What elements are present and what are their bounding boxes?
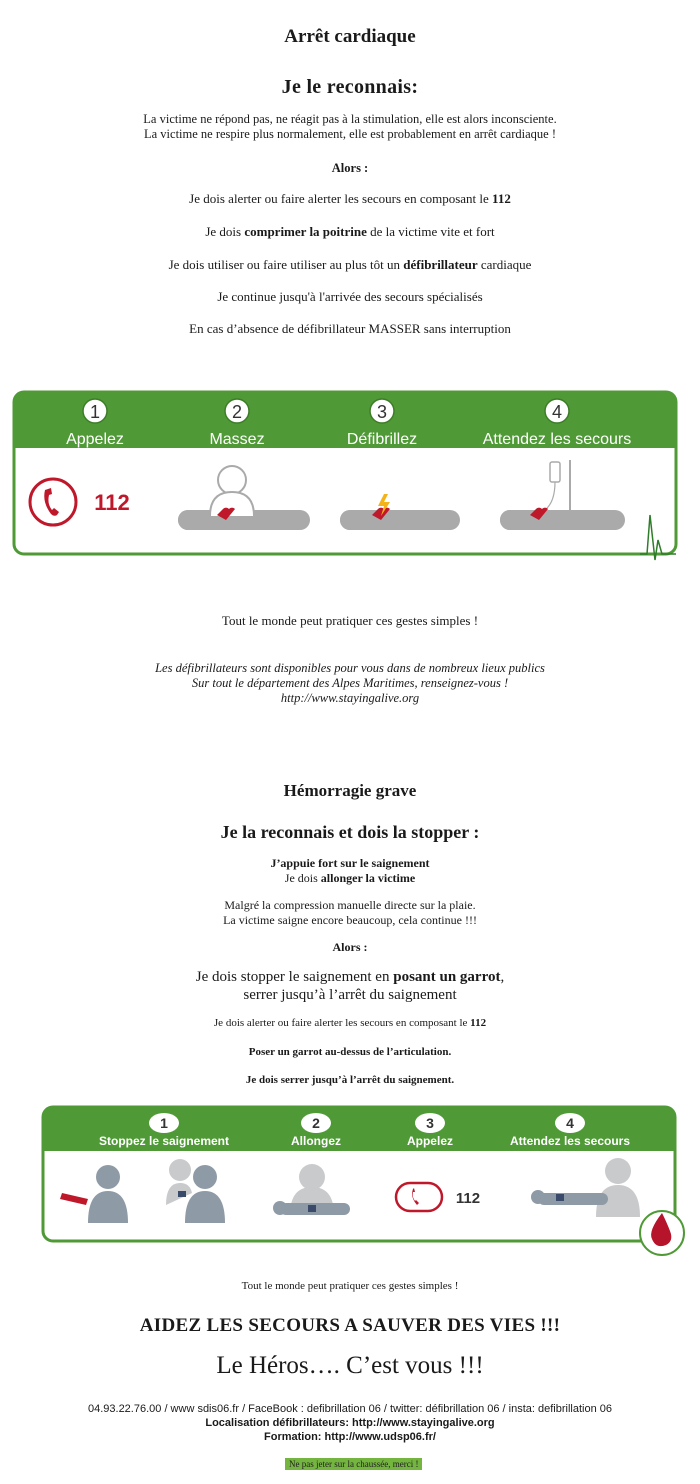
hemorrhage-big-bold: posant un garrot	[393, 969, 501, 985]
hemorrhage-line2-pre: Je dois	[284, 871, 321, 885]
hemorrhage-line1: J’appuie fort sur le saignement	[270, 856, 430, 870]
hemorrhage-line3: Malgré la compression manuelle directe sur la plaie.	[224, 898, 476, 912]
hemorrhage-alert-pre: Je dois alerter ou faire alerter les secours en composant le	[213, 1017, 471, 1029]
step-label: Allongez	[291, 1134, 341, 1148]
cardiac-step1-number: 112	[492, 191, 511, 206]
cardiac-step2	[0, 224, 700, 240]
hemorrhage-steps-panel	[40, 1105, 690, 1260]
footer-contacts: 04.93.22.76.00 / www sdis06.fr / FaceBook : defibrillation 06 / twitter: défibrillation 06 / insta: defibrillation 06	[87, 1403, 612, 1415]
hemorrhage-alert-number: 112	[470, 1017, 487, 1029]
cardiac-info	[0, 661, 700, 706]
cardiac-step1	[0, 191, 700, 207]
cardiac-intro	[0, 112, 700, 142]
hemorrhage-title: Hémorragie grave	[283, 781, 417, 800]
footer-hero: Le Héros…. C’est vous !!!	[216, 1352, 484, 1379]
hemorrhage-serrer: Je dois serrer jusqu’à l’arrêt du saignement.	[245, 1074, 455, 1086]
step-label: Appelez	[406, 1134, 454, 1148]
hemorrhage-everyone: Tout le monde peut pratiquer ces gestes simples !	[241, 1280, 459, 1292]
cardiac-step5: En cas d’absence de défibrillateur MASSER sans interruption	[189, 321, 511, 336]
step-number: 2	[312, 1115, 320, 1131]
hemorrhage-big	[0, 968, 700, 1004]
hemorrhage-big-line1	[0, 968, 700, 986]
cardiac-intro-line2: La victime ne respire plus normalement, elle est probablement en arrêt cardiaque !	[144, 127, 556, 141]
step-label: Attendez les secours	[509, 1134, 631, 1148]
cardiac-info-url: http://www.stayingalive.org	[280, 691, 420, 705]
hemorrhage-line2-bold: allonger la victime	[320, 871, 416, 885]
hemorrhage-big-line2: serrer jusqu’à l’arrêt du saignement	[243, 987, 457, 1003]
cardiac-step2-bold: comprimer la poitrine	[244, 224, 367, 239]
cardiac-info-line1: Les défibrillateurs sont disponibles pour vous dans de nombreux lieux publics	[155, 661, 545, 675]
cardiac-step3-post: cardiaque	[477, 257, 532, 272]
cardiac-info-line2: Sur tout le département des Alpes Maritimes, renseignez-vous !	[191, 676, 509, 690]
cardiac-step3	[0, 257, 700, 273]
cardiac-subtitle: Je le reconnais:	[281, 76, 419, 98]
hemorrhage-subtitle: Je la reconnais et dois la stopper :	[220, 822, 480, 842]
cardiac-title: Arrêt cardiaque	[284, 26, 416, 47]
cardiac-step1-text: Je dois alerter ou faire alerter les secours en composant le	[189, 191, 493, 206]
hemorrhage-recognize	[0, 856, 700, 886]
hemorrhage-line4: La victime saigne encore beaucoup, cela continue !!!	[223, 913, 477, 927]
blood-drop-icon	[640, 1211, 684, 1255]
cardiac-steps-panel	[10, 390, 680, 570]
step-number: 2	[231, 402, 243, 422]
step-label: Massez	[209, 431, 265, 448]
step-number: 3	[376, 402, 388, 422]
step-number: 1	[89, 402, 101, 422]
step-label: Défibrillez	[346, 431, 418, 448]
step-label: Attendez les secours	[482, 431, 632, 448]
footer-contacts-block	[0, 1402, 700, 1444]
footer-formation: Formation: http://www.udsp06.fr/	[264, 1431, 436, 1443]
hemorrhage-big-post: ,	[500, 969, 505, 985]
cardiac-intro-line1: La victime ne répond pas, ne réagit pas à la stimulation, elle est alors inconsciente.	[143, 112, 557, 126]
footer-localisation: Localisation défibrillateurs: http://www.stayingalive.org	[205, 1417, 495, 1429]
cardiac-step2-post: de la victime vite et fort	[366, 224, 495, 239]
hemorrhage-garrot: Poser un garrot au-dessus de l’articulation.	[248, 1046, 452, 1058]
cardiac-alors: Alors :	[331, 161, 369, 175]
step-label: Appelez	[66, 431, 124, 448]
hemorrhage-alors: Alors :	[332, 940, 368, 954]
step-number: 3	[426, 1115, 434, 1131]
cardiac-everyone: Tout le monde peut pratiquer ces gestes simples !	[221, 613, 479, 628]
step-label: Stoppez le saignement	[98, 1134, 230, 1148]
hemorrhage-compression	[0, 898, 700, 928]
footer-note: Ne pas jeter sur la chaussée, merci !	[285, 1458, 422, 1470]
step-number: 4	[551, 402, 563, 422]
cardiac-step2-pre: Je dois	[205, 224, 245, 239]
hemorrhage-line2	[0, 871, 700, 886]
footer-slogan: AIDEZ LES SECOURS A SAUVER DES VIES !!!	[139, 1315, 561, 1336]
hemorrhage-alert	[0, 1017, 700, 1029]
hemorrhage-big-pre: Je dois stopper le saignement en	[195, 969, 394, 985]
phone-number: 112	[455, 1190, 481, 1207]
phone-number: 112	[94, 490, 130, 515]
step-number: 1	[160, 1115, 168, 1131]
cardiac-step3-bold: défibrillateur	[403, 257, 478, 272]
cardiac-step4: Je continue jusqu'à l'arrivée des secours spécialisés	[217, 289, 483, 304]
cardiac-step3-pre: Je dois utiliser ou faire utiliser au plus tôt un	[168, 257, 404, 272]
step-number: 4	[566, 1115, 574, 1131]
